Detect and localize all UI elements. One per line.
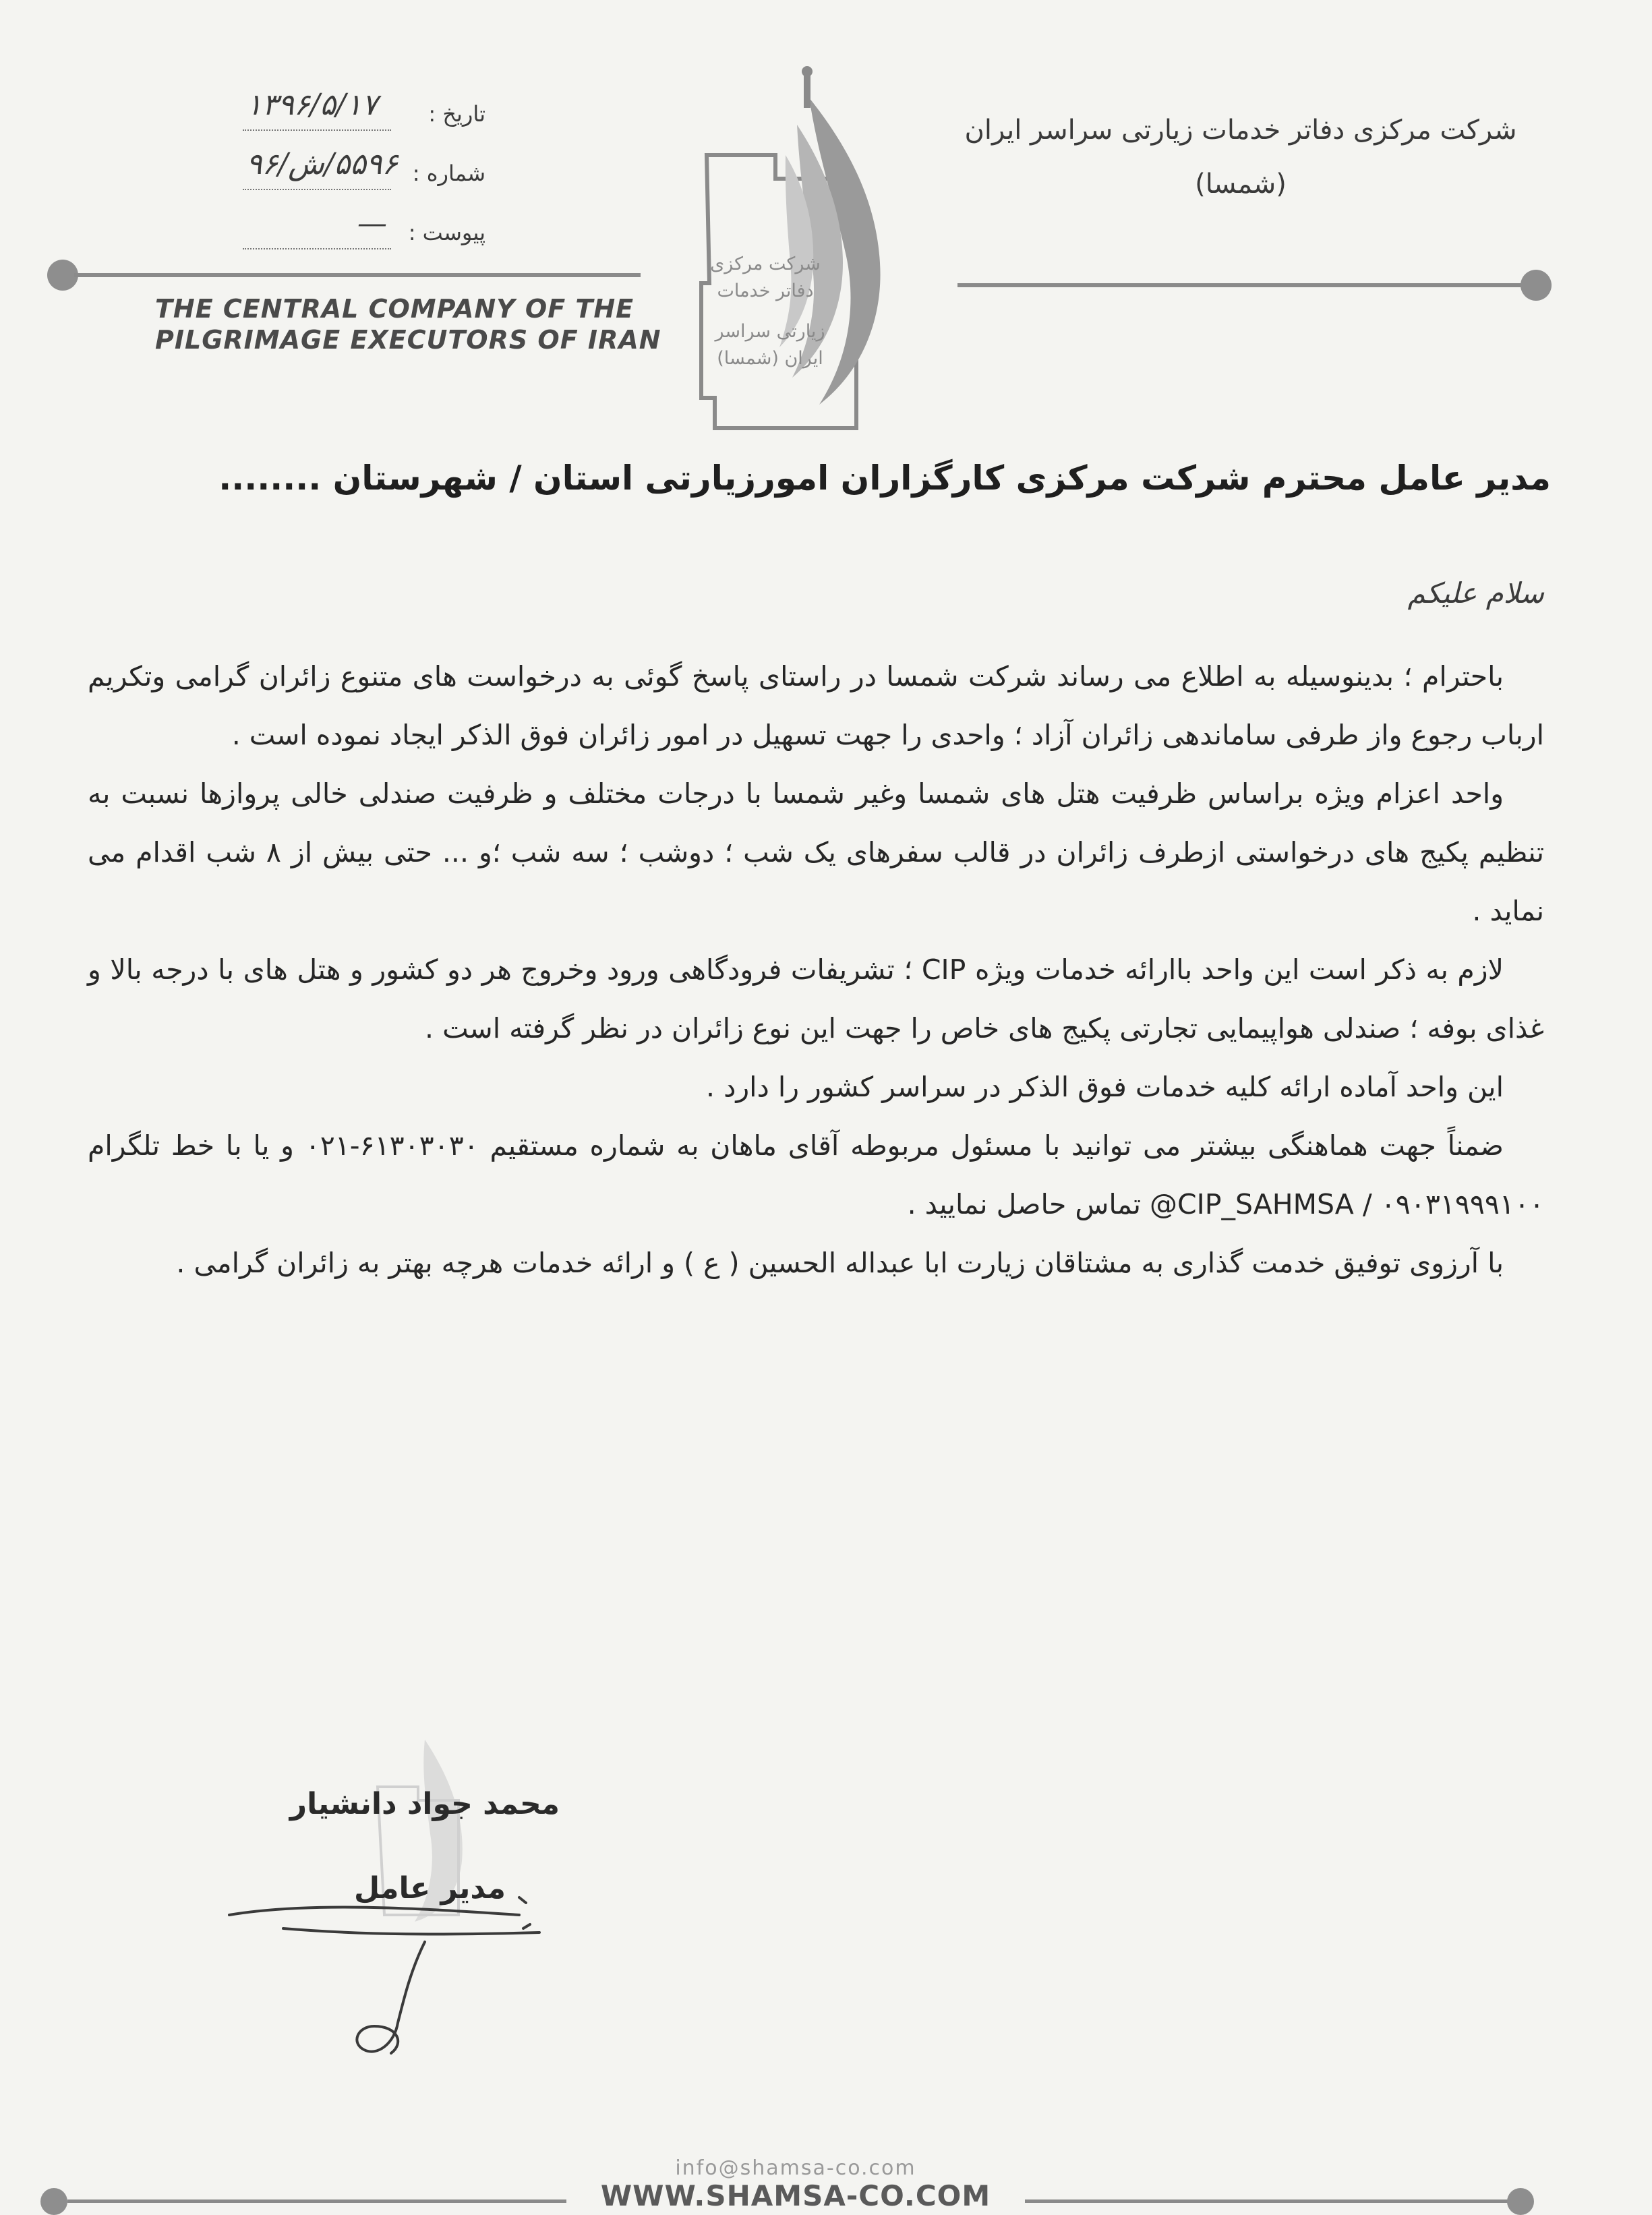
logo-spire <box>804 74 810 108</box>
footer-rule-right <box>1025 2199 1524 2203</box>
body-paragraph-5: ضمناً جهت هماهنگی بیشتر می توانید با مسئول مربوطه آقای ماهان به شماره مستقیم ۶۱۳۰۳۰۳۰-۰۲۱ و یا با خط تلگرام ۰۹۰۳۱۹۹۹۱۰۰ / CIP_SAHMSA@ تماس حاصل نمایید . <box>88 1129 1544 1220</box>
attachment-row <box>101 206 506 266</box>
header-rule-left <box>74 273 641 277</box>
company-name-en <box>155 293 661 355</box>
recipient-heading: مدیر عامل محترم شرکت مرکزی کارگزاران امورزیارتی استان / شهرستان ........ <box>218 459 1551 498</box>
date-row <box>101 88 506 147</box>
handwritten-signature <box>202 1888 580 2063</box>
signatory-title: مدیر عامل <box>354 1871 506 1906</box>
footer-rule-left <box>67 2199 566 2203</box>
letter-meta <box>101 88 506 266</box>
body-paragraph-4: این واحد آماده ارائه کلیه خدمات فوق الذکر در سراسر کشور را دارد . <box>706 1071 1504 1103</box>
logo-spire-tip <box>802 66 813 77</box>
body-paragraph-2: واحد اعزام ویژه براساس ظرفیت هتل های شمسا وغیر شمسا با درجات مختلف و ظرفیت صندلی خالی پروازها نسبت به تنظیم پکیج های درخواستی ازطرف زائران در قالب سفرهای یک شب ؛ دوشب ؛ سه شب ؛و ... حتی بیش از ۸ شب اقدام می نماید . <box>88 777 1544 927</box>
footer-dot-left <box>40 2188 67 2215</box>
attachment-underline <box>243 248 391 249</box>
logo-text-3: زیارتی سراسر <box>715 321 825 342</box>
body-paragraph-6: با آرزوی توفیق خدمت گذاری به مشتاقان زیارت ابا عبداله الحسین ( ع ) و ارائه خدمات هرچه بهتر به زائران گرامی . <box>176 1247 1504 1279</box>
footer-email: info@shamsa-co.com <box>675 2156 916 2180</box>
number-value: ۵۵۹۶/ش/۹۶ <box>246 147 399 181</box>
salutation: سلام علیکم <box>1407 577 1544 610</box>
company-abbreviation: (شمسا) <box>1195 169 1287 200</box>
body-paragraph-3: لازم به ذکر است این واحد باارائه خدمات ویژه CIP ؛ تشریفات فرودگاهی ورود وخروج هر دو کشور و هتل های با درجه بالا و غذای بوفه ؛ صندلی هواپیمایی تجارتی پکیج های خاص را جهت این نوع زائران در نظر گرفته است . <box>88 953 1544 1044</box>
logo-text-4: ایران (شمسا) <box>717 348 823 369</box>
footer-dot-right <box>1507 2188 1534 2215</box>
company-name-en-line2: PILGRIMAGE EXECUTORS OF IRAN <box>155 325 661 355</box>
date-label: تاریخ : <box>428 101 485 127</box>
number-label: شماره : <box>412 160 485 186</box>
header-rule-right <box>957 283 1537 287</box>
company-name-en-line1: THE CENTRAL COMPANY OF THE <box>155 294 635 324</box>
company-name-fa: شرکت مرکزی دفاتر خدمات زیارتی سراسر ایران <box>964 115 1517 146</box>
company-logo <box>647 61 957 438</box>
logo-text-1: شرکت مرکزی <box>710 254 821 274</box>
letter-body <box>88 647 1544 1293</box>
number-row <box>101 147 506 206</box>
company-name-block <box>937 115 1544 200</box>
attachment-value: — <box>357 206 387 241</box>
number-underline <box>243 189 391 190</box>
date-value: ۱۳۹۶/۵/۱۷ <box>246 88 378 122</box>
rule-dot-right <box>1521 270 1552 301</box>
attachment-label: پیوست : <box>408 220 485 245</box>
signatory-name: محمد جواد دانشیار <box>289 1787 560 1821</box>
body-paragraph-1: باحترام ؛ بدینوسیله به اطلاع می رساند شرکت شمسا در راستای پاسخ گوئی به درخواست های متنوع زائران گرامی وتکریم ارباب رجوع واز طرفی ساماندهی زائران آزاد ؛ واحدی را جهت تسهیل در امور زائران فوق الذکر ایجاد نموده است . <box>88 660 1544 751</box>
logo-text-2: دفاتر خدمات <box>717 280 814 301</box>
footer-website: WWW.SHAMSA-CO.COM <box>600 2179 991 2212</box>
date-underline <box>243 129 391 131</box>
